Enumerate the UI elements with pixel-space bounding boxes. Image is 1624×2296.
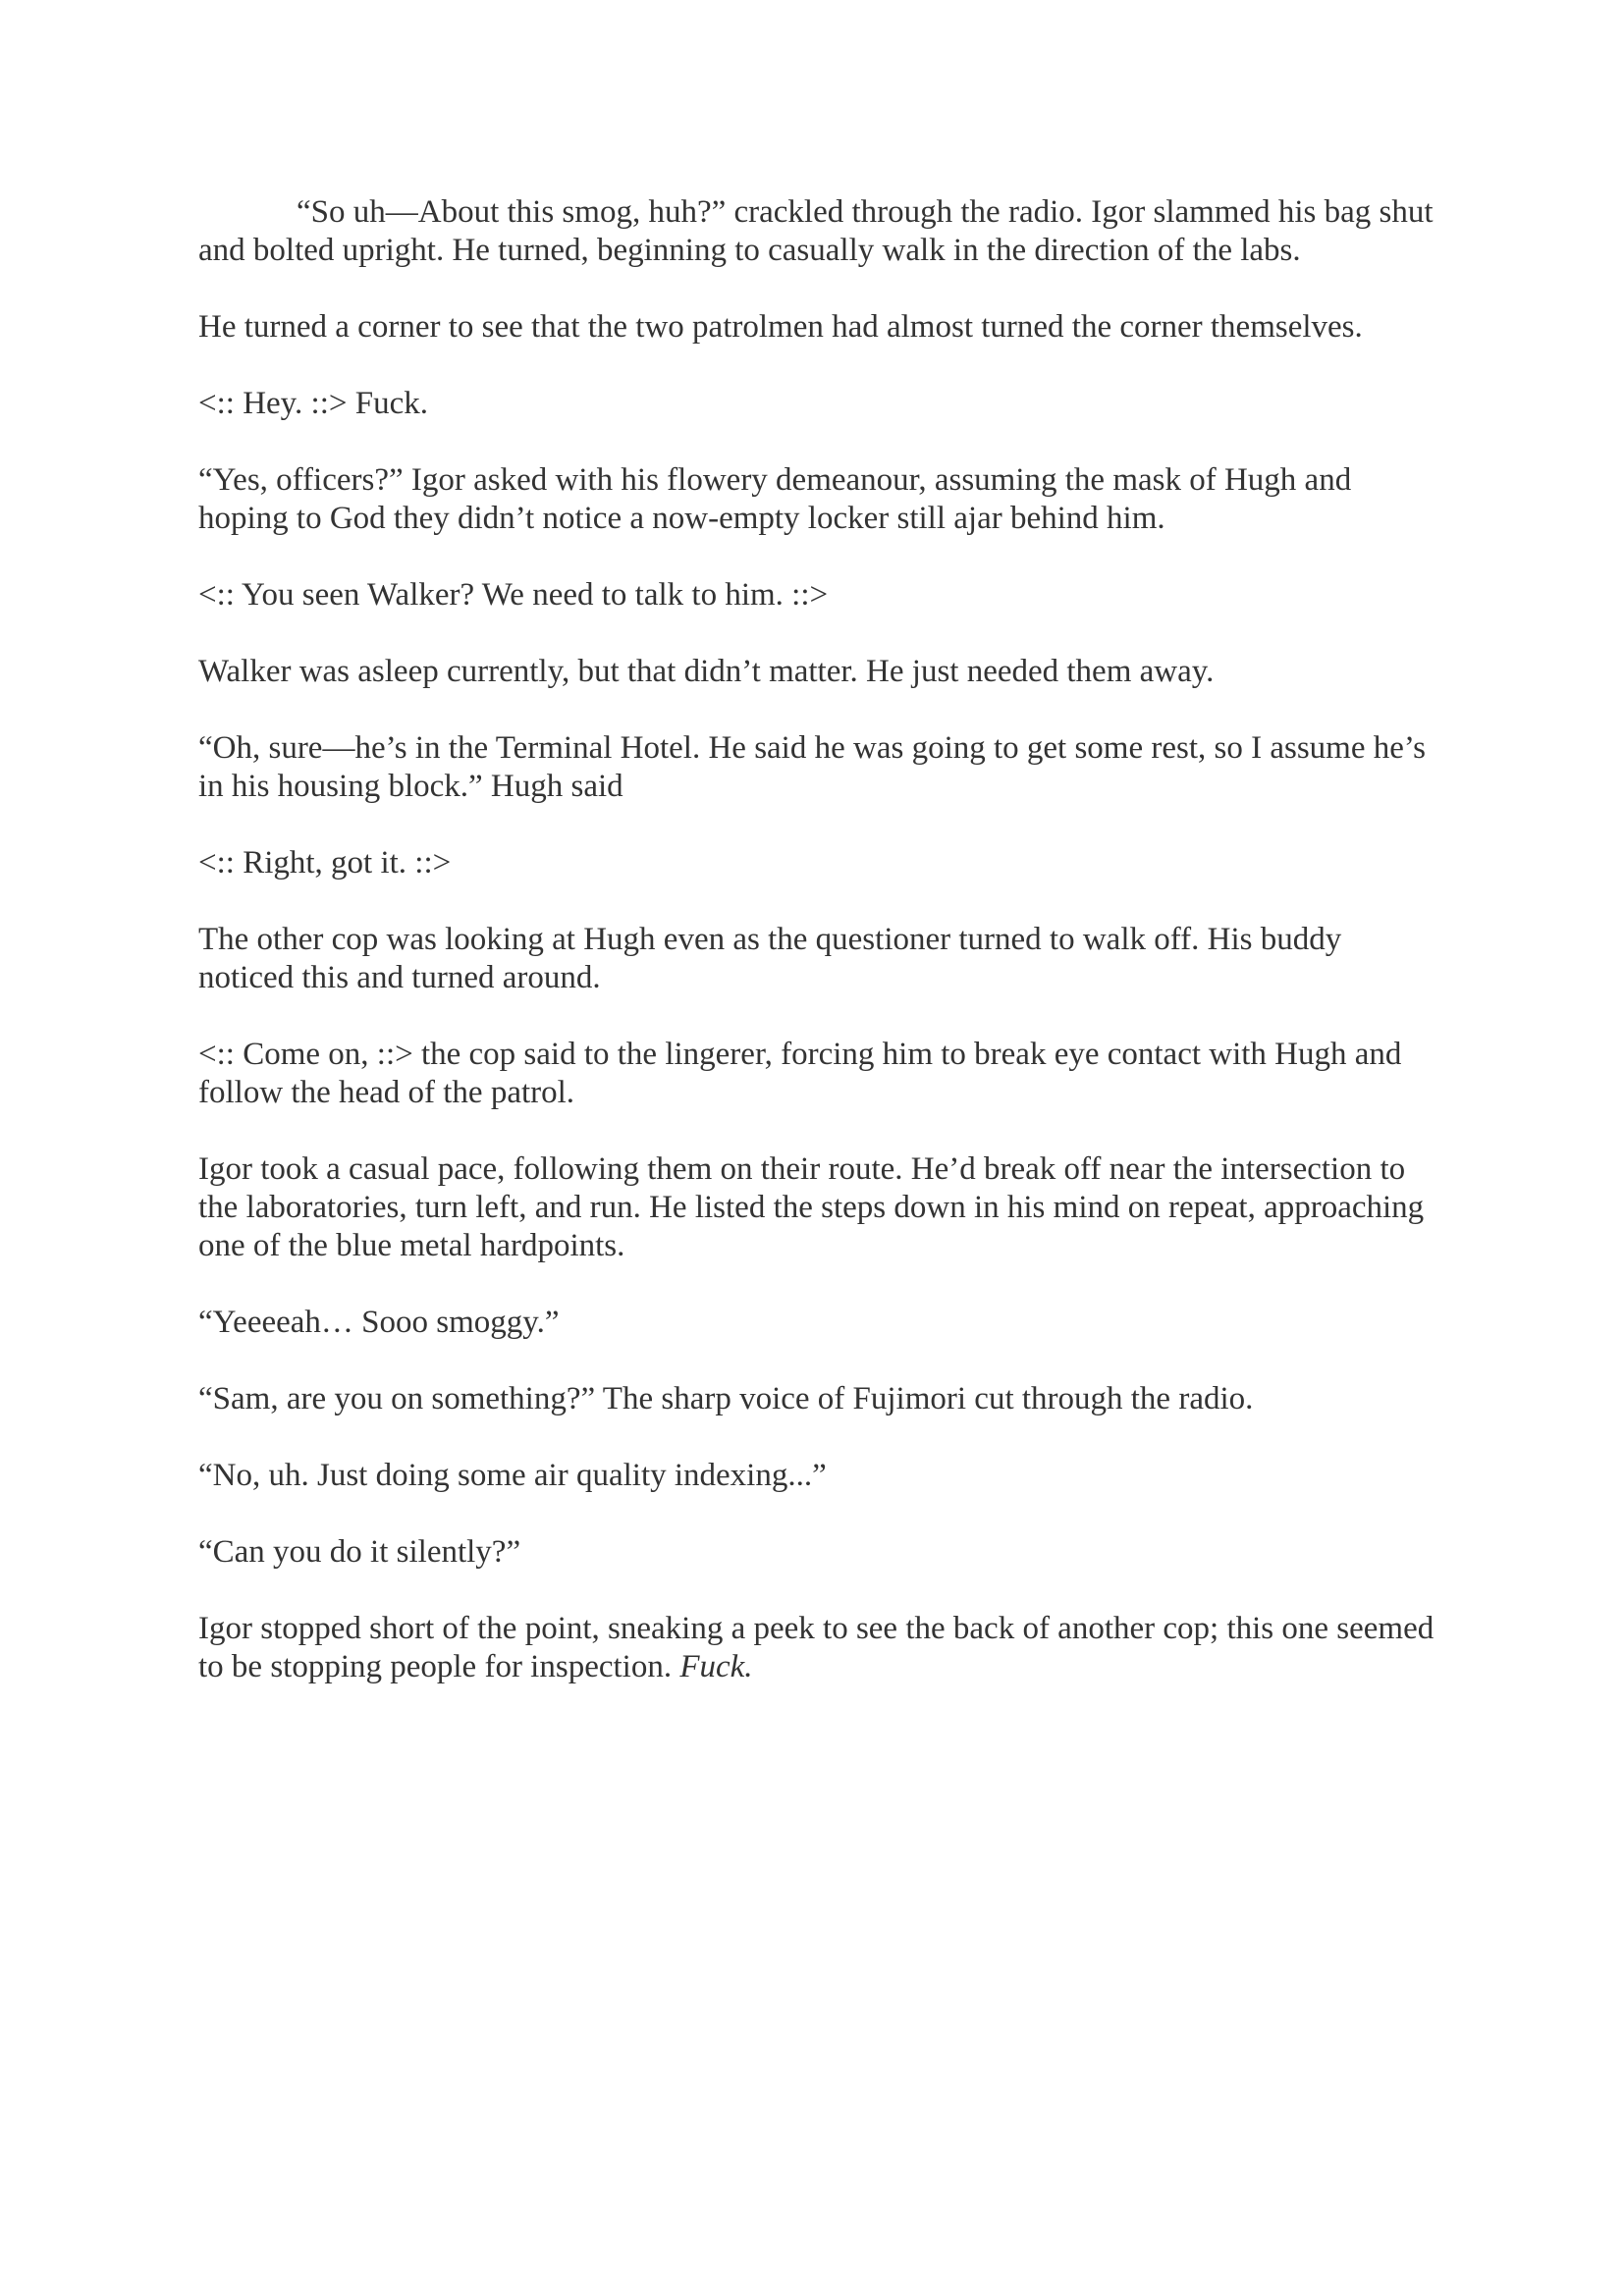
paragraph: [198, 1457, 1437, 1495]
paragraph-text: “Sam, are you on something?” The sharp voice of Fujimori cut through the radio.: [198, 1381, 1254, 1416]
paragraph-text: “So uh—About this smog, huh?” crackled through the radio. Igor slammed his bag shut and bolted upright. He turned, beginning to casually walk in the direction of the labs.: [198, 194, 1434, 268]
paragraph: [198, 385, 1437, 423]
paragraph-text: “Oh, sure—he’s in the Terminal Hotel. He said he was going to get some rest, so I assume he’s in his housing block.” Hugh said: [198, 730, 1426, 804]
paragraph: [198, 1036, 1437, 1112]
paragraph-text: He turned a corner to see that the two patrolmen had almost turned the corner themselves.: [198, 309, 1363, 345]
paragraph: [198, 308, 1437, 347]
paragraph-text: <:: Right, got it. ::>: [198, 845, 452, 881]
paragraph: [198, 1610, 1437, 1686]
paragraph-text: <:: Hey. ::> Fuck.: [198, 386, 428, 421]
paragraph-text: <:: You seen Walker? We need to talk to him. ::>: [198, 577, 829, 613]
paragraph: [198, 576, 1437, 614]
paragraph: [198, 1304, 1437, 1342]
paragraph-text: <:: Come on, ::> the cop said to the lingerer, forcing him to break eye contact with Hugh and follow the head of the patrol.: [198, 1037, 1402, 1110]
paragraph-text: Walker was asleep currently, but that didn’t matter. He just needed them away.: [198, 654, 1215, 689]
paragraph: [198, 461, 1437, 538]
paragraph: [198, 653, 1437, 691]
paragraph: [198, 1380, 1437, 1418]
paragraph-text: The other cop was looking at Hugh even as the questioner turned to walk off. His buddy noticed this and turned around.: [198, 922, 1342, 995]
paragraph-text: Igor took a casual pace, following them on their route. He’d break off near the intersection to the laboratories, turn left, and run. He listed the steps down in his mind on repeat, approaching one of the blue metal hardpoints.: [198, 1151, 1425, 1263]
paragraph-text: “Can you do it silently?”: [198, 1534, 521, 1570]
italic-emphasis: Fuck.: [679, 1649, 753, 1684]
paragraph: [198, 1533, 1437, 1572]
paragraph: [198, 729, 1437, 806]
paragraph: [198, 193, 1437, 270]
body-text: [198, 193, 1437, 1725]
paragraph: [198, 844, 1437, 882]
paragraph-text: “No, uh. Just doing some air quality indexing...”: [198, 1458, 827, 1493]
paragraph: [198, 921, 1437, 997]
paragraph: [198, 1150, 1437, 1265]
paragraph-text: “Yeeeeah… Sooo smoggy.”: [198, 1305, 560, 1340]
paragraph-text: “Yes, officers?” Igor asked with his flowery demeanour, assuming the mask of Hugh and hoping to God they didn’t notice a now-empty locker still ajar behind him.: [198, 462, 1352, 536]
paragraph-text: Igor stopped short of the point, sneaking a peek to see the back of another cop; this one seemed to be stopping people for inspection.: [198, 1611, 1435, 1684]
